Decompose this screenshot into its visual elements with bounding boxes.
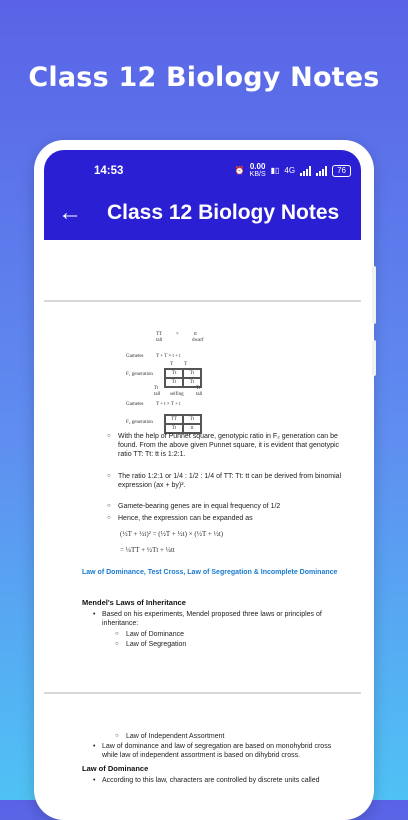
network-label: 4G (284, 166, 296, 175)
signal-icon-2 (316, 166, 327, 176)
list-item: ○ Hence, the expression can be expanded as (118, 514, 350, 523)
section-heading: Law of Dominance (82, 764, 149, 773)
power-button (372, 340, 376, 376)
signal-icon (300, 166, 311, 176)
list-item: • Based on his experiments, Mendel proposed three laws or principles of inheritance: (102, 610, 346, 628)
alarm-icon: ⏰ (234, 166, 245, 175)
status-bar (44, 150, 361, 192)
status-time: 14:53 (94, 165, 124, 177)
list-item: • Law of dominance and law of segregation are based on monohybrid cross while law of independent assortment is based on dihybrid cross. (102, 742, 348, 760)
list-item: ○ Law of Dominance (126, 630, 326, 639)
list-item: ○ Law of Segregation (126, 640, 326, 649)
list-item: ○ Gamete-bearing genes are in equal frequency of 1/2 (118, 502, 350, 511)
app-bar (44, 192, 361, 240)
list-item: ○ With the help of Punnet square, genotypic ratio in F₂ generation can be found. From the above given Punnet square, it is evident that genotypic ratio TT: Tt: tt is 1:2:1. (118, 432, 350, 459)
related-topic-link[interactable]: Law of Dominance, Test Cross, Law of Segregation & Incomplete Dominance (82, 569, 338, 576)
list-item: • According to this law, characters are controlled by discrete units called (102, 776, 348, 785)
expansion-formula: (½T + ½t)² = (½T + ½t) × (½T + ½t) (120, 530, 224, 538)
page-divider (44, 300, 361, 302)
list-item: ○ The ratio 1:2:1 or 1/4 : 1/2 : 1/4 of TT: Tt: tt can be derived from binomial expression (ax + by)². (118, 472, 350, 490)
volume-button (372, 266, 376, 324)
promo-title: Class 12 Biology Notes (28, 62, 380, 93)
page-divider (44, 692, 361, 694)
list-item: ○ Law of Independent Assortment (126, 732, 326, 741)
section-heading: Mendel's Laws of Inheritance (82, 598, 186, 607)
f2-punnet-square: TT Tt Tt tt (164, 414, 202, 434)
expansion-result: = ¼TT + ½Tt + ¼tt (120, 546, 175, 554)
f1-punnet-square: Tt Tt Tt Tt (164, 368, 202, 388)
arrow-left-icon[interactable]: ← (58, 199, 82, 226)
app-title: Class 12 Biology Notes (107, 201, 340, 224)
phone-screen (44, 150, 361, 790)
monohybrid-cross-diagram: TT tall × tt dwarf Gametes T + T × t + t T T F₁ generation Tt Tt Tt Tt Tt tall selfing Tt tall Gametes T + t × T + t F₂ generation TT Tt Tt tt (126, 332, 226, 442)
status-icons (235, 163, 351, 178)
net-speed: 0.00 KB/S (249, 162, 266, 178)
battery-icon: 76 (332, 165, 351, 177)
volte-icon: ▮▯ (270, 166, 280, 175)
